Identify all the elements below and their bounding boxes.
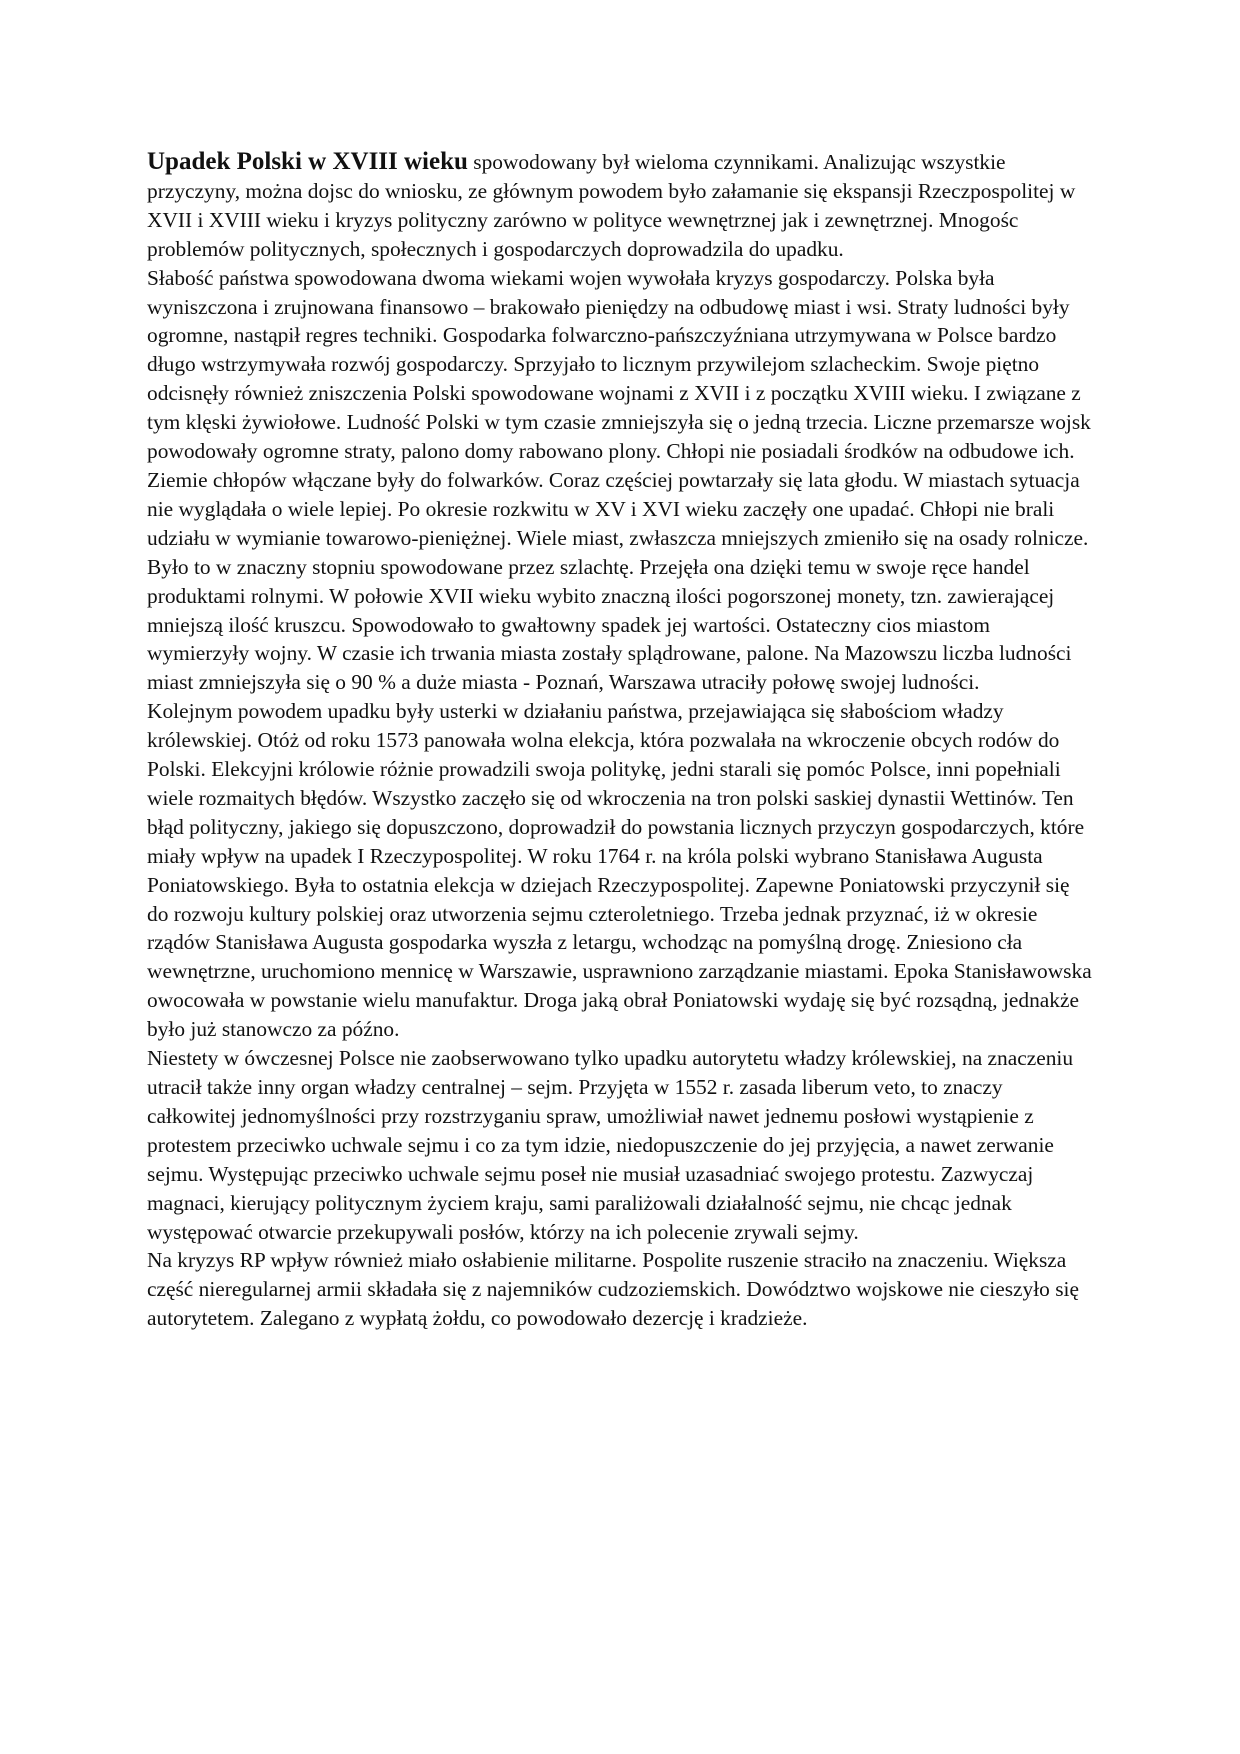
paragraph-royal-power: Kolejnym powodem upadku były usterki w działaniu państwa, przejawiająca się słabościom władzy królewskiej. Otóż od roku 1573 panowała wolna elekcja, która pozwalała na wkroczenie obcych rodów do Polski. Elekcyjni królowie różnie prowadzili swoja politykę, jedni starali się pomóc Polsce, inni popełniali wiele rozmaitych błędów. Wszystko zaczęło się od wkroczenia na tron polski saskiej dynastii Wettinów. Ten błąd polityczny, jakiego się dopuszczono, doprowadził do powstania licznych przyczyn gospodarczych, które miały wpływ na upadek I Rzeczypospolitej. W roku 1764 r. na króla polski wybrano Stanisława Augusta Poniatowskiego. Była to ostatnia elekcja w dziejach Rzeczypospolitej. Zapewne Poniatowski przyczynił się do rozwoju kultury polskiej oraz utworzenia sejmu czteroletniego. Trzeba jednak przyznać, iż w okresie rządów Stanisława Augusta gospodarka wyszła z letargu, wchodząc na pomyślną drogę. Zniesiono cła wewnętrzne, uruchomiono mennicę w Warszawie, usprawniono zarządzanie miastami. Epoka Stanisławowska owocowała w powstanie wielu manufaktur. Droga jaką obrał Poniatowski wydaję się być rozsądną, jednakże było już stanowczo za późno.	[147, 699, 1092, 1042]
paragraph-sejm: Niestety w ówczesnej Polsce nie zaobserwowano tylko upadku autorytetu władzy królewskiej, na znaczeniu utracił także inny organ władzy centralnej – sejm. Przyjęta w 1552 r. zasada liberum veto, to znaczy całkowitej jednomyślności przy rozstrzyganiu spraw, umożliwiał nawet jednemu posłowi wystąpienie z protestem przeciwko uchwale sejmu i co za tym idzie, niedopuszczenie do jej przyjęcia, a nawet zerwanie sejmu. Występując przeciwko uchwale sejmu poseł nie musiał uzasadniać swojego protestu. Zazwyczaj magnaci, kierujący politycznym życiem kraju, sami paraliżowali działalność sejmu, nie chcąc jednak występować otwarcie przekupywali posłów, którzy na ich polecenie zrywali sejmy.	[147, 1046, 1074, 1244]
document-title: Upadek Polski w XVIII wieku	[147, 148, 468, 175]
paragraph-military: Na kryzys RP wpływ również miało osłabienie militarne. Pospolite ruszenie straciło na znaczeniu. Większa część nieregularnej armii składała się z najemników cudzoziemskich. Dowództwo wojskowe nie cieszyło się autorytetem. Zalegano z wypłatą żołdu, co powodowało dezercję i kradzieże.	[147, 1248, 1079, 1331]
paragraph-economy: Słabość państwa spowodowana dwoma wiekami wojen wywołała kryzys gospodarczy. Polska była wyniszczona i zrujnowana finansowo – brakowało pieniędzy na odbudowę miast i wsi. Straty ludności były ogromne, nastąpił regres techniki. Gospodarka folwarczno-pańszczyźniana utrzymywana w Polsce bardzo długo wstrzymywała rozwój gospodarczy. Sprzyjało to licznym przywilejom szlacheckim. Swoje piętno odcisnęły również zniszczenia Polski spowodowane wojnami z XVII i z początku XVIII wieku. I związane z tym klęski żywiołowe. Ludność Polski w tym czasie zmniejszyła się o jedną trzecia. Liczne przemarsze wojsk powodowały ogromne straty, palono domy rabowano plony. Chłopi nie posiadali środków na odbudowe ich. Ziemie chłopów włączane były do folwarków. Coraz częściej powtarzały się lata głodu. W miastach sytuacja nie wyglądała o wiele lepiej. Po okresie rozkwitu w XV i XVI wieku zaczęły one upadać. Chłopi nie brali udziału w wymianie towarowo-pieniężnej. Wiele miast, zwłaszcza mniejszych zmieniło się na osady rolnicze. Było to w znaczny stopniu spowodowane przez szlachtę. Przejęła ona dzięki temu w swoje ręce handel produktami rolnymi. W połowie XVII wieku wybito znaczną ilości pogorszonej monety, tzn. zawierającej mniejszą ilość kruszcu. Spowodowało to gwałtowny spadek jej wartości. Ostateczny cios miastom wymierzyły wojny. W czasie ich trwania miasta zostały splądrowane, palone. Na Mazowszu liczba ludności miast zmniejszyła się o 90 % a duże miasta - Poznań, Warszawa utraciły połowę swojej ludności.	[147, 265, 1091, 695]
document-body	[147, 148, 1093, 1333]
paragraph-intro	[147, 148, 1093, 264]
intro-text: spowodowany był wieloma czynnikami. Analizując wszystkie przyczyny, można dojsc do wniosku, ze głównym powodem było załamanie się ekspansji Rzeczpospolitej w XVII i XVIII wieku i kryzys polityczny zarówno w polityce wewnętrznej jak i zewnętrznej. Mnogośc problemów politycznych, społecznych i gospodarczych doprowadzila do upadku.	[147, 150, 1076, 261]
